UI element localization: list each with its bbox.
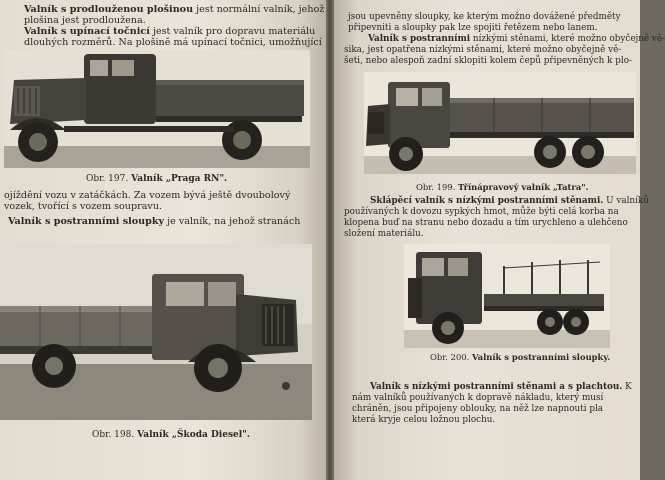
figure-200-caption: Obr. 200. Valník s postranními sloupky. [430, 352, 611, 362]
left-text-line-5: ojíždění vozu v zatáčkách. Za vozem bývá ještě dvoubolový [4, 190, 291, 201]
truck-illustration-200 [404, 244, 610, 348]
photo-praga-rn-truck [4, 50, 310, 168]
photo-skoda-diesel-truck [0, 244, 312, 420]
left-page [0, 0, 326, 480]
figure-199-caption: Obr. 199. Třínápravový valník „Tatra". [416, 182, 589, 192]
truck-illustration-198 [0, 244, 312, 420]
truck-illustration-197 [4, 50, 310, 168]
right-text-line-13: která kryje celou ložnou plochu. [352, 415, 496, 425]
left-text-line-6: vozek, tvořící s vozem soupravu. [4, 201, 163, 212]
right-page [334, 0, 665, 480]
right-text-line-3: Valník s postranními nízkými stěnami, které možno obyčejně vě- [368, 34, 665, 44]
left-text-line-3: Valník s upínací točnicí jest valník pro dopravu materiálu [24, 26, 316, 37]
left-text-line-1: Valník s prodlouženou plošinou jest normální valník, jehož [24, 4, 325, 15]
right-text-line-4: sika, jest opatřena nízkými stěnami, které možno obyčejně vě- [344, 45, 622, 55]
right-text-line-6: Sklápěcí valník s nízkými postranními stěnami. U valníků [370, 196, 649, 206]
figure-197-caption: Obr. 197. Valník „Praga RN". [86, 174, 228, 184]
right-text-line-11: nám valníků používaných k dopravě nákladu, který musí [352, 393, 604, 403]
left-text-line-2: plošina jest prodloužena. [24, 15, 146, 26]
right-text-line-2: připevniti a sloupky pak lze spojiti řetězem nebo lanem. [348, 23, 598, 33]
right-text-line-8: klopena buď na stranu nebo dozadu a tím urychleno a ulehčeno [344, 218, 628, 228]
left-text-line-4: dlouhých rozměrů. Na plošině má upínací točnici, umožňující [24, 37, 322, 48]
right-text-line-7: používaných k dovozu sypkých hmot, může býti celá korba na [344, 207, 619, 217]
photo-tatra-truck [364, 72, 636, 174]
truck-illustration-199 [364, 72, 636, 174]
right-text-line-12: chráněn, jsou připojeny oblouky, na něž lze napnouti pla [352, 404, 604, 414]
book-gutter [326, 0, 334, 480]
right-text-line-10: Valník s nízkými postranními stěnami a s plachtou. K [370, 382, 632, 392]
right-text-line-9: složení materiálu. [344, 229, 424, 239]
left-heading-line: Valník s postranními sloupky je valník, na jehož stranách [8, 216, 301, 227]
photo-stake-truck [404, 244, 610, 348]
figure-198-caption: Obr. 198. Valník „Škoda Diesel". [92, 430, 250, 440]
right-text-line-5: šeti, nebo alespoň zadní sklopiti kolem čepů připevněných k plo- [344, 56, 632, 66]
right-text-line-1: jsou upevněny sloupky, ke kterým možno dovážené předměty [348, 12, 621, 22]
